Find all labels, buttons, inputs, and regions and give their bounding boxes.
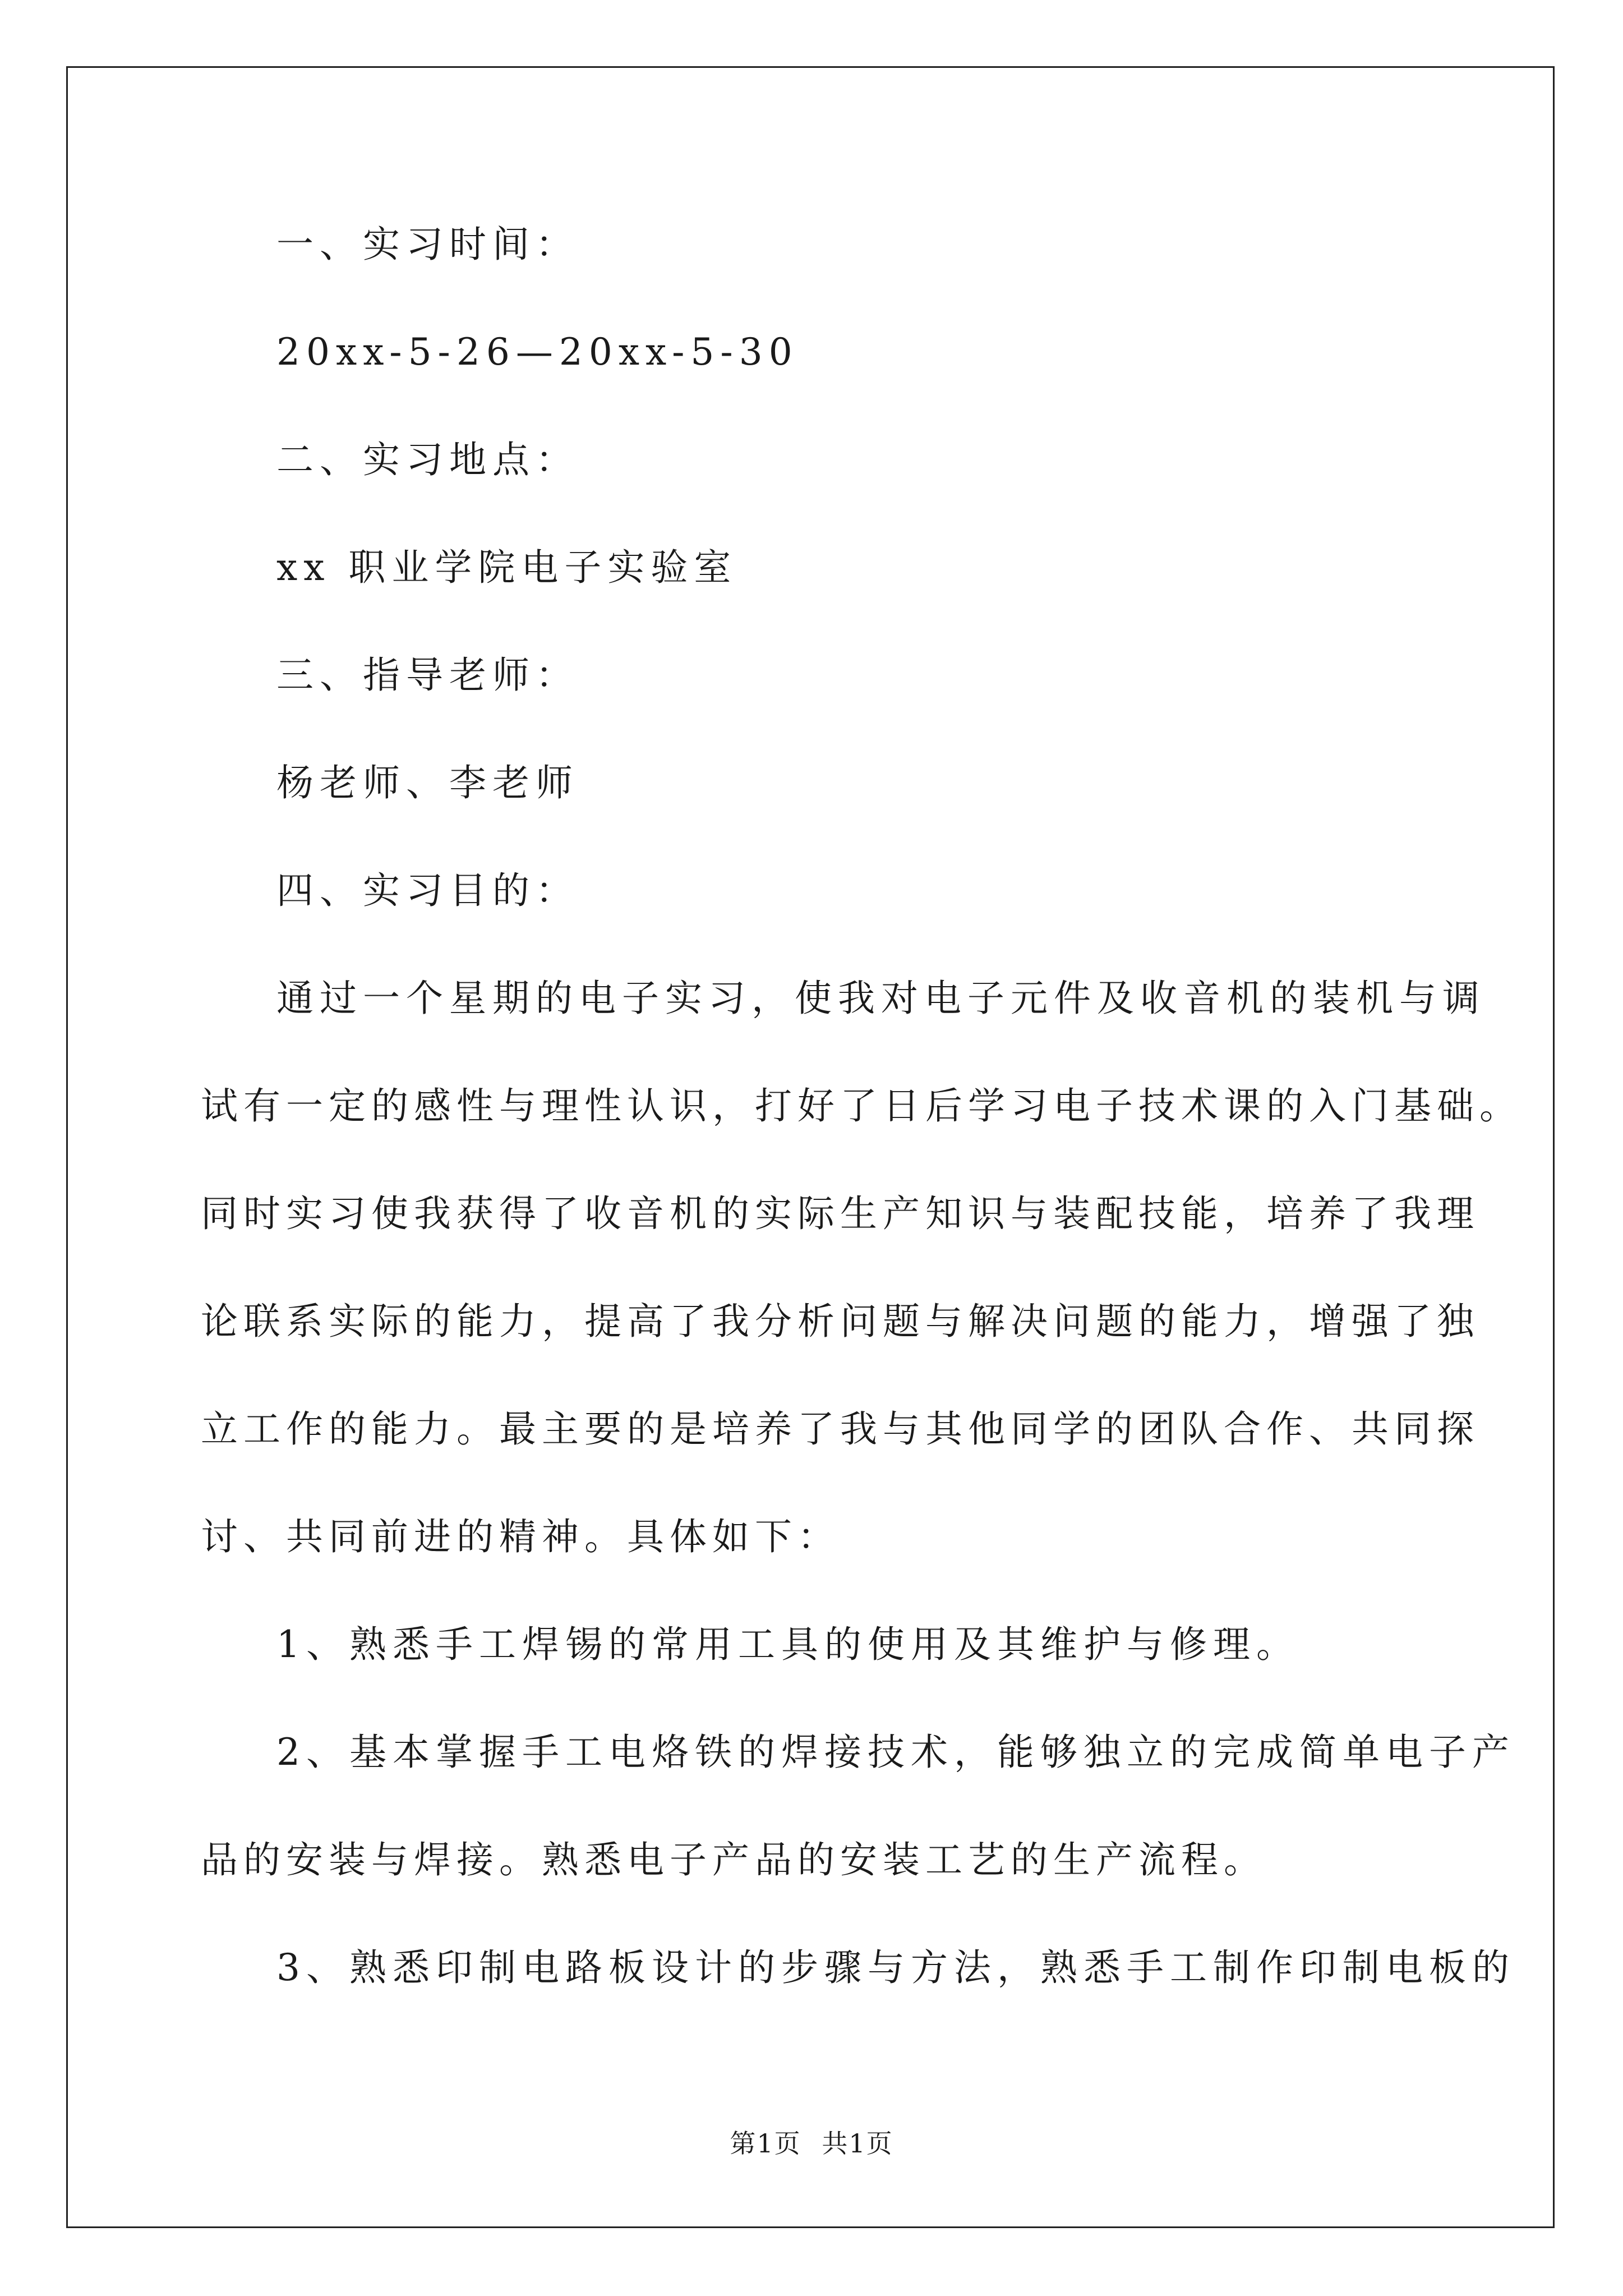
internship-location: xx 职业学院电子实验室 — [276, 546, 737, 589]
heading-internship-purpose: 四、实习目的： — [276, 869, 579, 912]
page-total: 共1页 — [822, 2128, 893, 2159]
paragraph-line: 通过一个星期的电子实习，使我对电子元件及收音机的装机与调 — [276, 977, 1486, 1020]
list-item-continuation: 品的安装与焊接。熟悉电子产品的安装工艺的生产流程。 — [201, 1838, 1266, 1881]
heading-internship-location: 二、实习地点： — [276, 438, 579, 481]
internship-dates: 20xx-5-26—20xx-5-30 — [276, 330, 799, 374]
page-number: 第1页 — [730, 2128, 801, 2159]
instructor-names: 杨老师、李老师 — [276, 761, 579, 804]
list-item: 3、熟悉印制电路板设计的步骤与方法，熟悉手工制作印制电板的 — [276, 1946, 1515, 1989]
list-item: 1、熟悉手工焊锡的常用工具的使用及其维护与修理。 — [276, 1623, 1299, 1666]
paragraph-line: 同时实习使我获得了收音机的实际生产知识与装配技能，培养了我理 — [201, 1192, 1479, 1235]
list-item: 2、基本掌握手工电烙铁的焊接技术，能够独立的完成简单电子产 — [276, 1731, 1515, 1774]
paragraph-line: 论联系实际的能力，提高了我分析问题与解决问题的能力，增强了独 — [201, 1300, 1479, 1343]
paragraph-line: 讨、共同前进的精神。具体如下： — [201, 1515, 840, 1558]
paragraph-line: 试有一定的感性与理性认识，打好了日后学习电子技术课的入门基础。 — [201, 1084, 1522, 1128]
heading-internship-time: 一、实习时间： — [276, 223, 579, 266]
document-body — [201, 191, 1522, 2022]
heading-instructors: 三、指导老师： — [276, 654, 579, 697]
page-footer — [0, 2123, 1623, 2160]
paragraph-line: 立工作的能力。最主要的是培养了我与其他同学的团队合作、共同探 — [201, 1407, 1479, 1451]
